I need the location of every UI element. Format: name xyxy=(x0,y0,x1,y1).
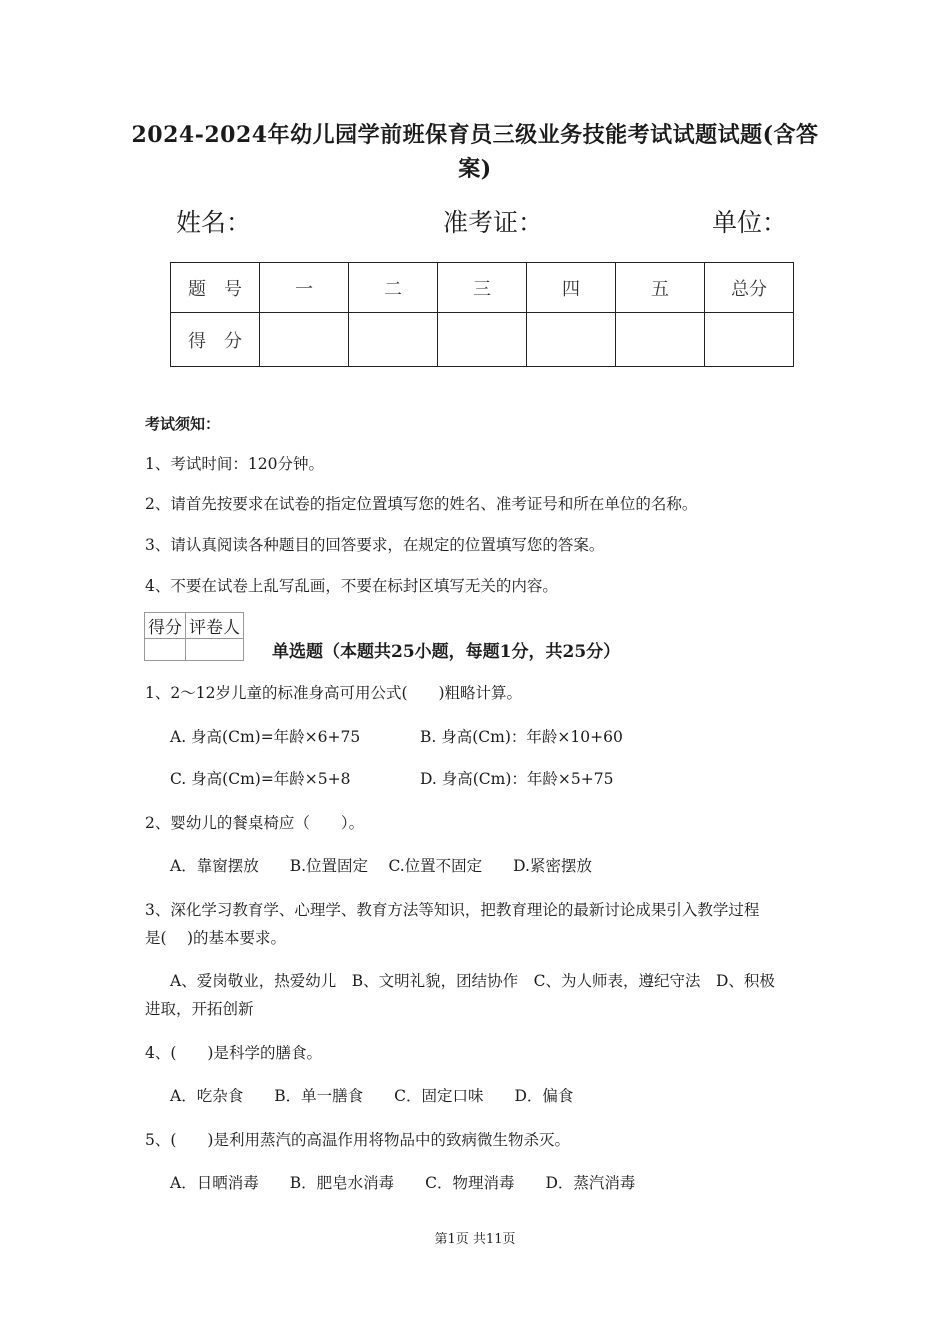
notes-heading: 考试须知： xyxy=(145,415,221,433)
question-3-options-line-1: A、爱岗敬业，热爱幼儿 B、文明礼貌，团结协作 C、为人师表，遵纪守法 D、积极 xyxy=(170,972,775,990)
question-3-stem-line-1: 3、深化学习教育学、心理学、教育方法等知识，把教育理论的最新讨论成果引入教学过程 xyxy=(145,901,760,919)
score-cell-5[interactable] xyxy=(616,313,705,367)
score-row-label: 得 分 xyxy=(171,313,260,367)
question-3-stem-line-2: 是( )的基本要求。 xyxy=(145,929,287,947)
note-item-4: 4、不要在试卷上乱写乱画，不要在标封区填写无关的内容。 xyxy=(145,577,558,595)
score-table xyxy=(170,262,794,367)
document-title xyxy=(120,118,830,186)
note-item-1: 1、考试时间：120分钟。 xyxy=(145,455,324,473)
score-cell-4[interactable] xyxy=(527,313,616,367)
score-cell-2[interactable] xyxy=(349,313,438,367)
note-item-2: 2、请首先按要求在试卷的指定位置填写您的姓名、准考证号和所在单位的名称。 xyxy=(145,495,698,513)
question-1-option-a: A. 身高(Cm)=年龄×6+75 xyxy=(170,728,361,746)
note-item-3: 3、请认真阅读各种题目的回答要求，在规定的位置填写您的答案。 xyxy=(145,536,605,554)
grader-name-label: 评卷人 xyxy=(186,613,244,639)
question-2-stem: 2、婴幼儿的餐桌椅应（ ）。 xyxy=(145,814,365,832)
section-title: 单选题（本题共25小题，每题1分，共25分） xyxy=(272,642,621,662)
score-cell-total[interactable] xyxy=(705,313,794,367)
header-cell-2: 二 xyxy=(349,263,438,313)
question-2-options: A．靠窗摆放 B.位置固定 C.位置不固定 D.紧密摆放 xyxy=(170,857,592,875)
score-cell-3[interactable] xyxy=(438,313,527,367)
score-cell-1[interactable] xyxy=(260,313,349,367)
grader-table xyxy=(144,612,244,661)
name-field-label: 姓名： xyxy=(176,208,252,237)
header-cell-total: 总分 xyxy=(705,263,794,313)
header-cell-1: 一 xyxy=(260,263,349,313)
score-table-score-row xyxy=(171,313,794,367)
grader-score-cell[interactable] xyxy=(145,639,186,661)
question-1-stem: 1、2～12岁儿童的标准身高可用公式( )粗略计算。 xyxy=(145,684,523,702)
header-cell-5: 五 xyxy=(616,263,705,313)
grader-name-cell[interactable] xyxy=(186,639,244,661)
header-cell-question-no: 题 号 xyxy=(171,263,260,313)
question-5-stem: 5、( )是利用蒸汽的高温作用将物品中的致病微生物杀灭。 xyxy=(145,1131,570,1149)
question-1-option-d: D. 身高(Cm)：年龄×5+75 xyxy=(420,770,614,788)
question-5-options: A．日晒消毒 B．肥皂水消毒 C．物理消毒 D．蒸汽消毒 xyxy=(170,1174,636,1192)
question-4-stem: 4、( )是科学的膳食。 xyxy=(145,1044,322,1062)
unit-field-label: 单位： xyxy=(712,208,788,237)
title-line-1: 2024-2024年幼儿园学前班保育员三级业务技能考试试题试题(含答 xyxy=(131,122,819,148)
header-cell-3: 三 xyxy=(438,263,527,313)
title-line-2: 案) xyxy=(458,156,492,182)
question-4-options: A．吃杂食 B．单一膳食 C．固定口味 D．偏食 xyxy=(170,1087,574,1105)
exam-number-field-label: 准考证： xyxy=(443,208,544,237)
question-1-option-c: C. 身高(Cm)=年龄×5+8 xyxy=(170,770,351,788)
grader-score-label: 得分 xyxy=(145,613,186,639)
question-3-options-line-2: 进取，开拓创新 xyxy=(145,1000,254,1018)
header-cell-4: 四 xyxy=(527,263,616,313)
question-1-option-b: B. 身高(Cm)：年龄×10+60 xyxy=(420,728,623,746)
score-table-header-row xyxy=(171,263,794,313)
page-footer: 第1页 共11页 xyxy=(434,1232,516,1247)
